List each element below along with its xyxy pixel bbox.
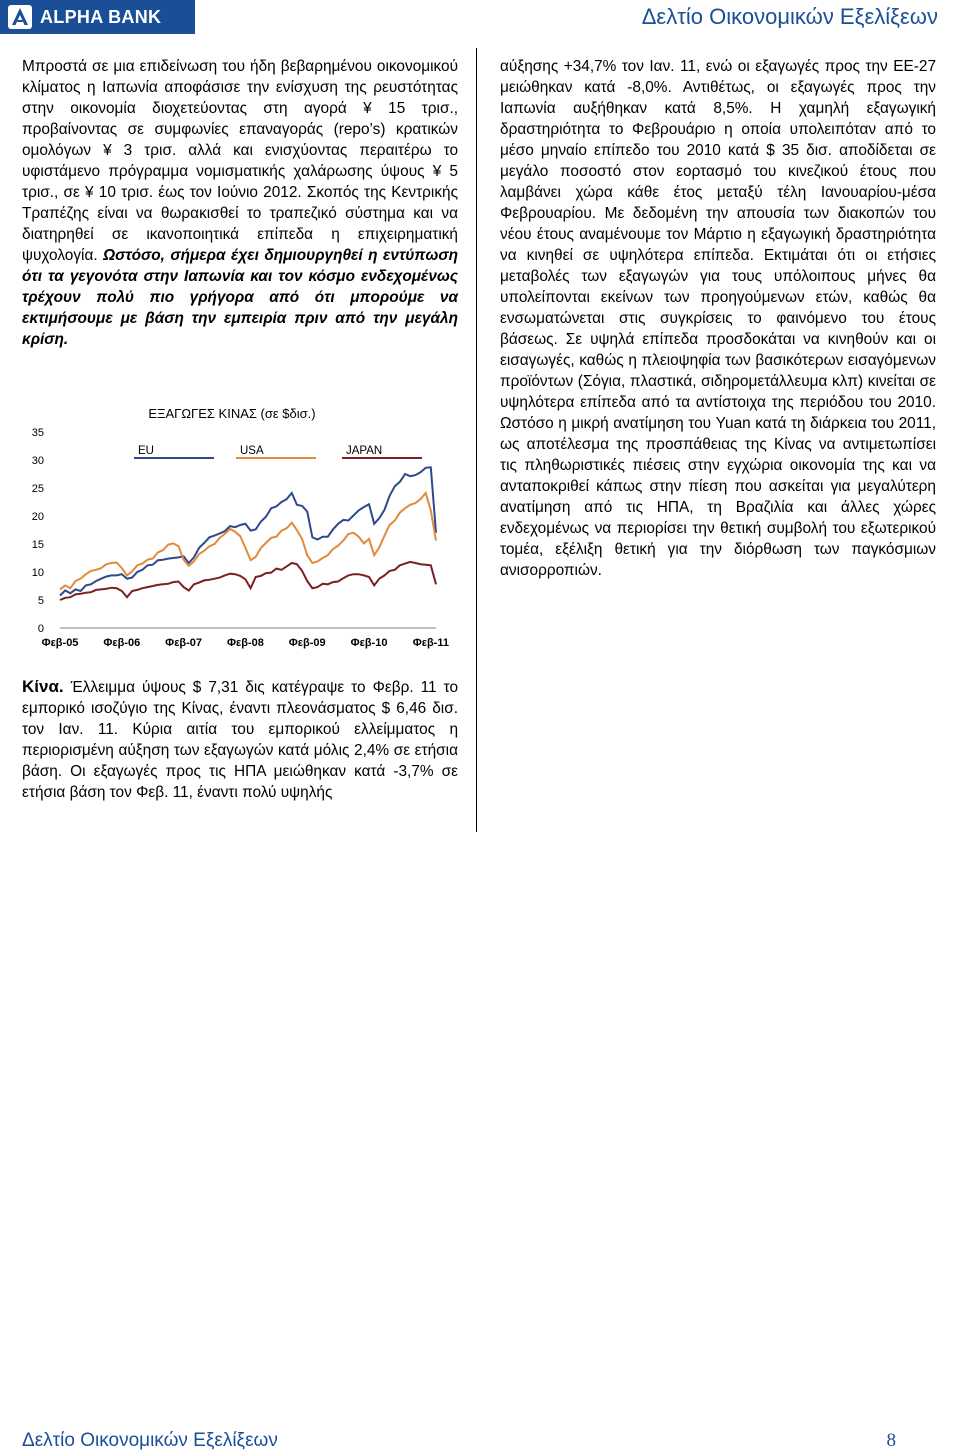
left-column	[22, 56, 458, 350]
column-divider	[476, 48, 477, 832]
header-title: Δελτίο Οικονομικών Εξελίξεων	[641, 4, 938, 29]
alpha-bank-logo-icon	[8, 5, 32, 29]
y-tick-label: 20	[31, 511, 44, 523]
y-tick-label: 15	[31, 539, 44, 551]
chart-canvas	[22, 400, 458, 672]
page-header	[0, 0, 960, 40]
china-paragraph	[22, 676, 458, 803]
chart-title: ΕΞΑΓΩΓΕΣ ΚΙΝΑΣ (σε $δισ.)	[148, 406, 316, 421]
intro-paragraph	[22, 56, 458, 350]
y-tick-label: 10	[31, 567, 44, 579]
left-column-lower	[22, 676, 458, 803]
x-tick-label: Φεβ-11	[412, 637, 449, 649]
right-paragraph: αύξησης +34,7% τον Ιαν. 11, ενώ οι εξαγωγές προς την ΕΕ-27 μειώθηκαν κατά -8,0%. Αντιθέτως, οι εξαγωγές προς την Ιαπωνία αυξήθηκαν κατά 8,5%. Η χαμηλή εξαγωγική δραστηριότητα το Φεβρουάριο η οποία υπολειπόταν από το μέσο μηναίο επίπεδο του 2010 κατά $ 35 δισ. αποδίδεται σε μεγάλο ποσοστό στον εορτασμό του κινεζικού έτους που λαμβάνει χώρα κάθε έτος μεταξύ τέλη Ιανουαρίου-μέσα Φεβρουαρίου. Με δεδομένη την απουσία των διακοπών του νέου έτους αναμένουμε τον Μάρτιο η εξαγωγική δραστηριότητα να κινηθεί σε υψηλότερα επίπεδα. Εκτιμάται ότι οι ετήσιες μεταβολές των εξαγωγών για τους υπόλοιπους μήνες θα υπολείπονται εκείνων των προηγούμενων ετών, καθώς θα ενσωματώνεται στις συγκρίσεις το φαινόμενο του έτους βάσεως. Σε υψηλά επίπεδα προσδοκάται να κινηθούν και οι εισαγωγές, καθώς η πλειοψηφία των βασικότερων εισαγόμενων προϊόντων (Σόγια, πλαστικά, σιδηρομετάλλευμα κλπ) κινείται σε υψηλότερα επίπεδα από τα αντίστοιχα της περιόδου του 2010. Ωστόσο η μικρή ανατίμηση του Yuan κατά τη διάρκεια του 2011, ως αποτέλεσμα της προσπάθειας της Κίνας να αντιμετωπίσει τις πληθωριστικές πιέσεις στην εγχώρια οικονομία της και να ανταποκριθεί κάπως στην πίεση που ασκείται για μεγαλύτερη ανατίμηση από τις ΗΠΑ, τη Βραζιλία και άλλες χώρες ενδεχομένως να περιορίσει την θετική συμβολή του εξωτερικού τομέα, εξέλιξη θετική για την διόρθωση των παγκόσμιων ανισορροπιών.	[500, 58, 936, 579]
japan-emphasis: Ωστόσο, σήμερα έχει δημιουργηθεί η εντύπωση ότι τα γεγονότα στην Ιαπωνία και τον κόσμο ενδεχομένως τρέχουν πολύ πιο γρήγορα από ότι μπορούμε να εκτιμήσουμε με βάση την εμπειρία πριν από την μεγάλη κρίση.	[22, 247, 458, 348]
china-exports-chart	[22, 400, 458, 672]
y-tick-label: 0	[37, 623, 44, 635]
legend-label-usa: USA	[240, 445, 264, 457]
japan-text: Μπροστά σε μια επιδείνωση του ήδη βεβαρημένου οικονομικού κλίματος η Ιαπωνία αποφάσισε την ενίσχυση της ρευστότητας στην οικονομία διοχετεύοντας στη αγορά ¥ 15 τρισ., προβαίνοντας σε συμφωνίες επαναγοράς (repo’s) κρατικών ομολόγων ¥ 3 τρισ. αλλά και ενισχύοντας περαιτέρω το υφιστάμενο πρόγραμμα νομισματικής χαλάρωσης ύψους ¥ 5 τρισ., σε ¥ 10 τρισ. έως τον Ιούνιο 2012. Σκοπός της Κεντρικής Τραπέζης είναι να θωρακισθεί το τραπεζικό σύστημα και να διατηρηθεί σε ικανοποιητικά επίπεδα η επιχειρηματική ψυχολογία.	[22, 58, 458, 264]
legend-label-eu: EU	[138, 445, 154, 457]
y-tick-label: 35	[31, 427, 44, 439]
footer-title: Δελτίο Οικονομικών Εξελίξεων	[22, 1430, 278, 1451]
x-tick-label: Φεβ-10	[350, 637, 388, 649]
right-column	[500, 56, 936, 581]
x-tick-label: Φεβ-06	[103, 637, 141, 649]
x-tick-label: Φεβ-05	[41, 637, 79, 649]
x-tick-label: Φεβ-07	[165, 637, 203, 649]
series-line-japan	[60, 562, 436, 600]
brand-bar	[0, 0, 195, 34]
x-tick-label: Φεβ-08	[226, 637, 264, 649]
y-tick-label: 25	[31, 483, 44, 495]
y-tick-label: 5	[37, 595, 44, 607]
page-number: 8	[886, 1430, 896, 1451]
china-lead: Κίνα.	[22, 677, 64, 696]
y-tick-label: 30	[31, 455, 44, 467]
brand-name: ALPHA BANK	[40, 7, 162, 27]
series-line-eu	[60, 467, 436, 595]
x-tick-label: Φεβ-09	[288, 637, 326, 649]
china-text: Έλλειμμα ύψους $ 7,31 δις κατέγραψε το Φεβρ. 11 το εμπορικό ισοζύγιο της Κίνας, έναντι πλεονάσματος $ 6,46 δισ. τον Ιαν. 11. Κύρια αιτία του εμπορικού ελλείμματος η περιορισμένη αύξηση των εξαγωγών κατά μόλις 2,4% σε ετήσια βάση. Οι εξαγωγές προς τις ΗΠΑ μειώθηκαν κατά -3,7% σε ετήσια βάση τον Φεβ. 11, έναντι πολύ υψηλής	[22, 679, 458, 801]
legend-label-japan: JAPAN	[346, 445, 383, 457]
